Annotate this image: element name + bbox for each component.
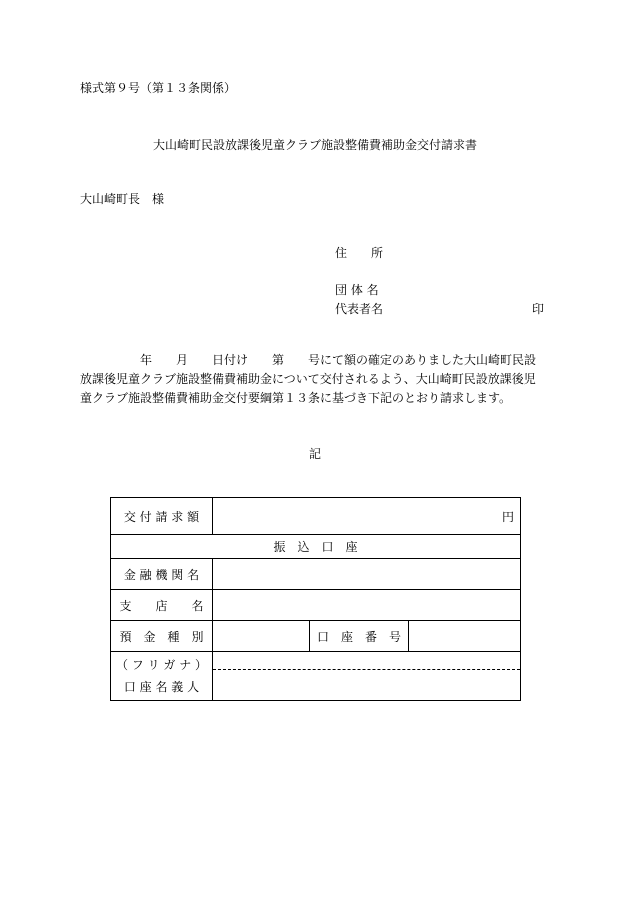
yen-unit: 円 <box>502 509 515 524</box>
amount-field[interactable] <box>213 498 521 535</box>
seal-mark: 印 <box>532 302 545 316</box>
holder-name-field[interactable] <box>213 670 520 700</box>
address-label: 住 所 <box>335 246 384 260</box>
table-row <box>111 652 521 701</box>
furigana-field[interactable] <box>213 652 520 670</box>
deposit-type-field[interactable] <box>213 621 310 652</box>
form-number: 様式第９号（第１３条関係） <box>80 81 237 95</box>
record-mark: 記 <box>308 447 321 461</box>
request-body-text <box>80 351 550 408</box>
representative-label: 代表者名 <box>335 302 384 316</box>
account-holder-label: 口 座 名 義 人 <box>123 680 200 694</box>
table-row <box>111 559 521 590</box>
group-name-label: 団 体 名 <box>335 283 379 297</box>
amount-label: 交 付 請 求 額 <box>111 498 213 535</box>
branch-name-field[interactable] <box>213 590 521 621</box>
account-holder-label-cell <box>111 652 213 701</box>
table-row <box>111 498 521 535</box>
document-title: 大山崎町民設放課後児童クラブ施設整備費補助金交付請求書 <box>152 138 477 152</box>
account-holder-field[interactable] <box>213 652 521 701</box>
table-row <box>111 621 521 652</box>
body-line: 年 月 日付け 第 号にて額の確定のありました大山崎町民設 <box>80 353 537 367</box>
bank-name-label: 金 融 機 関 名 <box>111 559 213 590</box>
account-number-field[interactable] <box>409 621 521 652</box>
table-row <box>111 590 521 621</box>
deposit-type-label: 預 金 種 別 <box>111 621 213 652</box>
body-line: 放課後児童クラブ施設整備費補助金について交付されるよう、大山崎町民設放課後児 <box>80 372 536 386</box>
addressee: 大山崎町長 様 <box>80 192 165 206</box>
request-form-table <box>110 497 521 701</box>
furigana-label: （ フ リ ガ ナ ） <box>115 658 208 672</box>
body-line: 童クラブ施設整備費補助金交付要綱第１３条に基づき下記のとおり請求します。 <box>80 391 512 405</box>
transfer-account-header: 振 込 口 座 <box>111 535 521 559</box>
table-row <box>111 535 521 559</box>
account-number-label: 口 座 番 号 <box>310 621 409 652</box>
branch-name-label: 支 店 名 <box>111 590 213 621</box>
bank-name-field[interactable] <box>213 559 521 590</box>
